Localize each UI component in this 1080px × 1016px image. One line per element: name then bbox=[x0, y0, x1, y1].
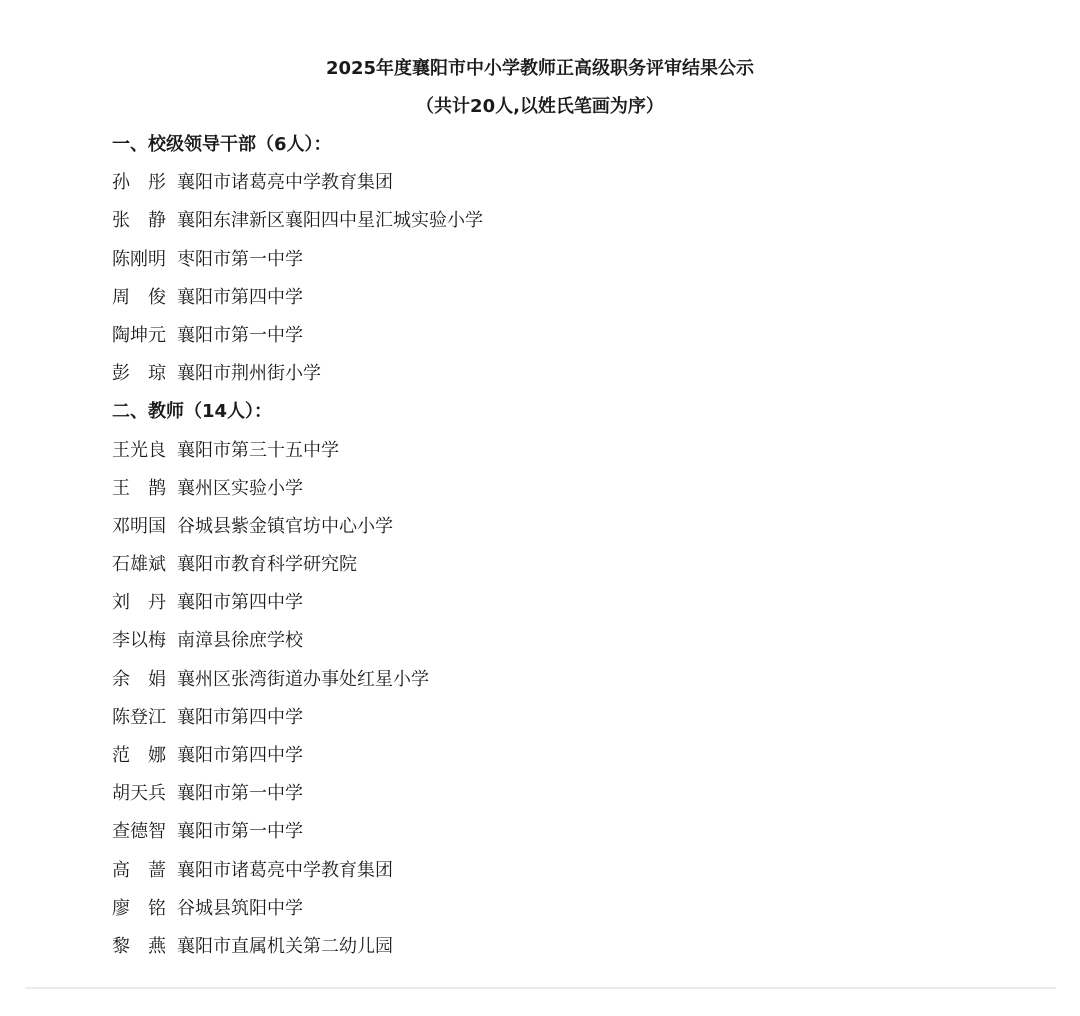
list-item bbox=[112, 818, 1012, 856]
result-list bbox=[112, 131, 1012, 971]
school-name: 襄阳市第四中学 bbox=[177, 286, 303, 308]
school-name: 襄阳市第一中学 bbox=[177, 783, 303, 805]
school-name: 襄州区实验小学 bbox=[177, 477, 303, 499]
school-name: 襄阳市第一中学 bbox=[177, 324, 303, 346]
person-name: 范 娜 bbox=[112, 745, 166, 766]
person-name: 刘 丹 bbox=[112, 592, 166, 614]
school-name: 襄阳市荆州街小学 bbox=[177, 363, 321, 385]
person-name: 廖 铭 bbox=[112, 897, 166, 919]
school-name: 襄阳市教育科学研究院 bbox=[177, 554, 357, 576]
person-name: 孙 彤 bbox=[112, 172, 166, 194]
section-heading-teachers: 二、教师（14人）： bbox=[112, 401, 273, 423]
person-name: 查德智 bbox=[112, 821, 166, 843]
list-item bbox=[112, 933, 1012, 971]
list-item bbox=[112, 513, 1012, 551]
school-name: 襄阳市第四中学 bbox=[177, 592, 303, 614]
person-name: 陈登江 bbox=[112, 706, 166, 728]
person-name: 陈刚明 bbox=[112, 248, 166, 270]
person-name: 李以梅 bbox=[112, 630, 166, 652]
school-name: 襄阳市第四中学 bbox=[177, 706, 303, 728]
person-name: 石雄斌 bbox=[112, 554, 166, 576]
list-item bbox=[112, 284, 1012, 322]
person-name: 周 俊 bbox=[112, 286, 166, 308]
person-name: 黎 燕 bbox=[112, 935, 166, 957]
school-name: 襄阳市诸葛亮中学教育集团 bbox=[177, 172, 393, 194]
list-item bbox=[112, 589, 1012, 627]
list-item bbox=[112, 207, 1012, 245]
person-name: 王 鹊 bbox=[112, 477, 166, 499]
list-item bbox=[112, 895, 1012, 933]
list-item bbox=[112, 666, 1012, 704]
school-name: 襄阳东津新区襄阳四中星汇城实验小学 bbox=[177, 210, 483, 232]
person-name: 邓明国 bbox=[112, 515, 166, 537]
person-name: 张 静 bbox=[112, 210, 166, 232]
school-name: 谷城县紫金镇官坊中心小学 bbox=[177, 515, 393, 537]
list-item bbox=[112, 475, 1012, 513]
school-name: 谷城县筑阳中学 bbox=[177, 897, 303, 919]
person-name: 高 蔷 bbox=[112, 859, 166, 881]
list-item bbox=[112, 246, 1012, 284]
school-name: 枣阳市第一中学 bbox=[177, 248, 303, 270]
school-name: 南漳县徐庶学校 bbox=[177, 630, 303, 652]
school-name: 襄阳市诸葛亮中学教育集团 bbox=[177, 859, 393, 881]
list-item bbox=[112, 169, 1012, 207]
person-name: 胡天兵 bbox=[112, 783, 166, 805]
list-item bbox=[112, 551, 1012, 589]
document-subtitle: （共计20人,以姓氏笔画为序） bbox=[416, 96, 664, 117]
list-item bbox=[112, 437, 1012, 475]
person-name: 陶坤元 bbox=[112, 324, 166, 346]
person-name: 彭 琼 bbox=[112, 363, 166, 385]
school-name: 襄州区张湾街道办事处红星小学 bbox=[177, 668, 429, 690]
list-item bbox=[112, 742, 1012, 780]
list-item bbox=[112, 627, 1012, 665]
person-name: 余 娟 bbox=[112, 668, 166, 690]
section-heading-leaders: 一、校级领导干部（6人）： bbox=[112, 134, 332, 155]
person-name: 王光良 bbox=[112, 439, 166, 461]
school-name: 襄阳市第四中学 bbox=[177, 745, 303, 766]
list-item bbox=[112, 360, 1012, 398]
school-name: 襄阳市第三十五中学 bbox=[177, 439, 339, 461]
school-name: 襄阳市直属机关第二幼儿园 bbox=[177, 935, 393, 957]
school-name: 襄阳市第一中学 bbox=[177, 821, 303, 843]
list-item bbox=[112, 322, 1012, 360]
list-item bbox=[112, 704, 1012, 742]
list-item bbox=[112, 780, 1012, 818]
document-title: 2025年度襄阳市中小学教师正高级职务评审结果公示 bbox=[325, 58, 755, 79]
list-item bbox=[112, 857, 1012, 895]
bottom-divider bbox=[25, 987, 1056, 989]
